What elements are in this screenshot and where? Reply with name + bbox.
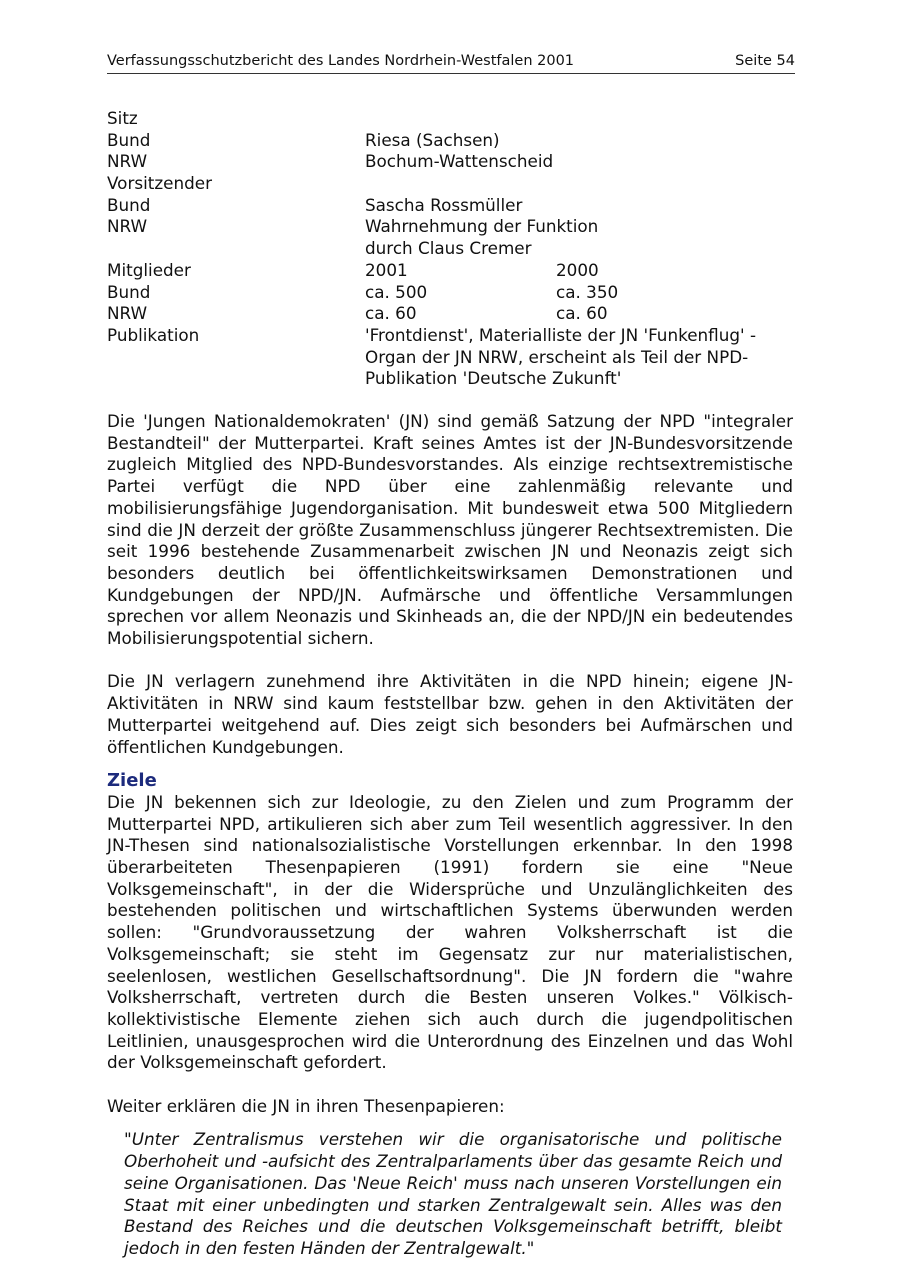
info-cell: ca. 500 [365,281,428,302]
info-row [107,303,807,325]
info-row [107,238,807,260]
info-cell: ca. 60 [556,303,608,324]
info-cell: ca. 350 [556,281,619,302]
info-row [107,151,807,173]
info-cell: Sascha Rossmüller [365,194,523,215]
info-cell: Bund [107,281,151,302]
section-heading: Ziele [107,770,157,792]
info-cell: Bochum-Wattenscheid [365,151,554,172]
info-cell: Organ der JN NRW, erscheint als Teil der NPD- [365,346,749,367]
info-row [107,347,807,369]
info-row [107,325,807,347]
info-cell: Publikation 'Deutsche Zukunft' [365,368,622,389]
info-cell: durch Claus Cremer [365,238,532,259]
info-cell: NRW [107,151,148,172]
info-cell: NRW [107,303,148,324]
info-cell: Vorsitzender [107,173,212,194]
info-cell: ca. 60 [365,303,417,324]
info-row [107,195,807,217]
info-row [107,368,807,390]
info-cell: 2001 [365,259,408,280]
header-title: Verfassungsschutzbericht des Landes Nordrhein-Westfalen 2001 [107,53,575,69]
paragraph: Die JN bekennen sich zur Ideologie, zu den Zielen und zum Programm der Mutterpartei NPD, artikulieren sich aber zum Teil wesentlich aggressiver. In den JN-Thesen sind nationalsozialistische Vorstellungen erkennbar. In den 1998 überarbeiteten Thesenpapieren (1991) fordern sie eine "Neue Volksgemeinschaft", in der die Widersprüche und Unzulänglichkeiten des bestehenden politischen und wirtschaftlichen Systems überwunden werden sollen: "Grundvoraussetzung der wahren Volksherrschaft ist die Volksgemeinschaft; sie steht im Gegensatz zur nur materialistischen, seelenlosen, westlichen Gesellschaftsordnung". Die JN fordern die "wahre Volksherrschaft, vertreten durch die Besten unseren Volkes." Völkisch-kollektivistische Elemente ziehen sich auch durch die jugendpolitischen Leitlinien, unausgesprochen wird die Unterordnung des Einzelnen und das Wohl der Volksgemeinschaft gefordert. [107,791,793,1073]
info-cell: Bund [107,129,151,150]
info-cell: 2000 [556,259,599,280]
info-cell: NRW [107,216,148,237]
body-text [107,411,793,1260]
page-header [107,52,795,74]
paragraph: Die 'Jungen Nationaldemokraten' (JN) sind gemäß Satzung der NPD "integraler Bestandteil" der Mutterpartei. Kraft seines Amtes ist der JN-Bundesvorsitzende zugleich Mitglied des NPD-Bundesvorstandes. Als einzige rechtsextremistische Partei verfügt die NPD über eine zahlenmäßig relevante und mobilisierungsfähige Jugendorganisation. Mit bundesweit etwa 500 Mitgliedern sind die JN derzeit der größte Zusammenschluss jüngerer Rechtsextremisten. Die seit 1996 bestehende Zusammenarbeit zwischen JN und Neonazis zeigt sich besonders deutlich bei öffentlichkeitswirksamen Demonstrationen und Kundgebungen der NPD/JN. Aufmärsche und öffentliche Versammlungen sprechen vor allem Neonazis und Skinheads an, die der NPD/JN ein bedeutendes Mobilisierungspotential sichern. [107,411,793,649]
info-row [107,173,807,195]
info-row [107,108,807,130]
organization-info-table [107,108,807,390]
paragraph: Die JN verlagern zunehmend ihre Aktivitäten in die NPD hinein; eigene JN-Aktivitäten in NRW sind kaum feststellbar bzw. gehen in den Aktivitäten der Mutterpartei weitgehend auf. Dies zeigt sich besonders bei Aufmärschen und öffentlichen Kundgebungen. [107,671,793,757]
info-cell: Wahrnehmung der Funktion [365,216,599,237]
info-row [107,282,807,304]
quotation: "Unter Zentralismus verstehen wir die organisatorische und politische Oberhoheit und -aufsicht des Zentralparlaments über das gesamte Reich und seine Organisationen. Das 'Neue Reich' muss nach unseren Vorstellungen ein Staat mit einer unbedingten und starken Zentralgewalt sein. Alles was den Bestand des Reiches und die deutschen Volksgemeinschaft betrifft, bleibt jedoch in den festen Händen der Zentralgewalt." [124,1129,782,1258]
info-cell: Riesa (Sachsen) [365,129,500,150]
info-row [107,216,807,238]
info-cell: Bund [107,194,151,215]
info-cell: 'Frontdienst', Materialliste der JN 'Funkenflug' - [365,324,757,345]
info-cell: Publikation [107,324,200,345]
info-row [107,260,807,282]
page-number: Seite 54 [735,53,795,69]
info-row [107,130,807,152]
info-cell: Mitglieder [107,259,191,280]
info-cell: Sitz [107,108,138,128]
paragraph: Weiter erklären die JN in ihren Thesenpapieren: [107,1095,505,1116]
